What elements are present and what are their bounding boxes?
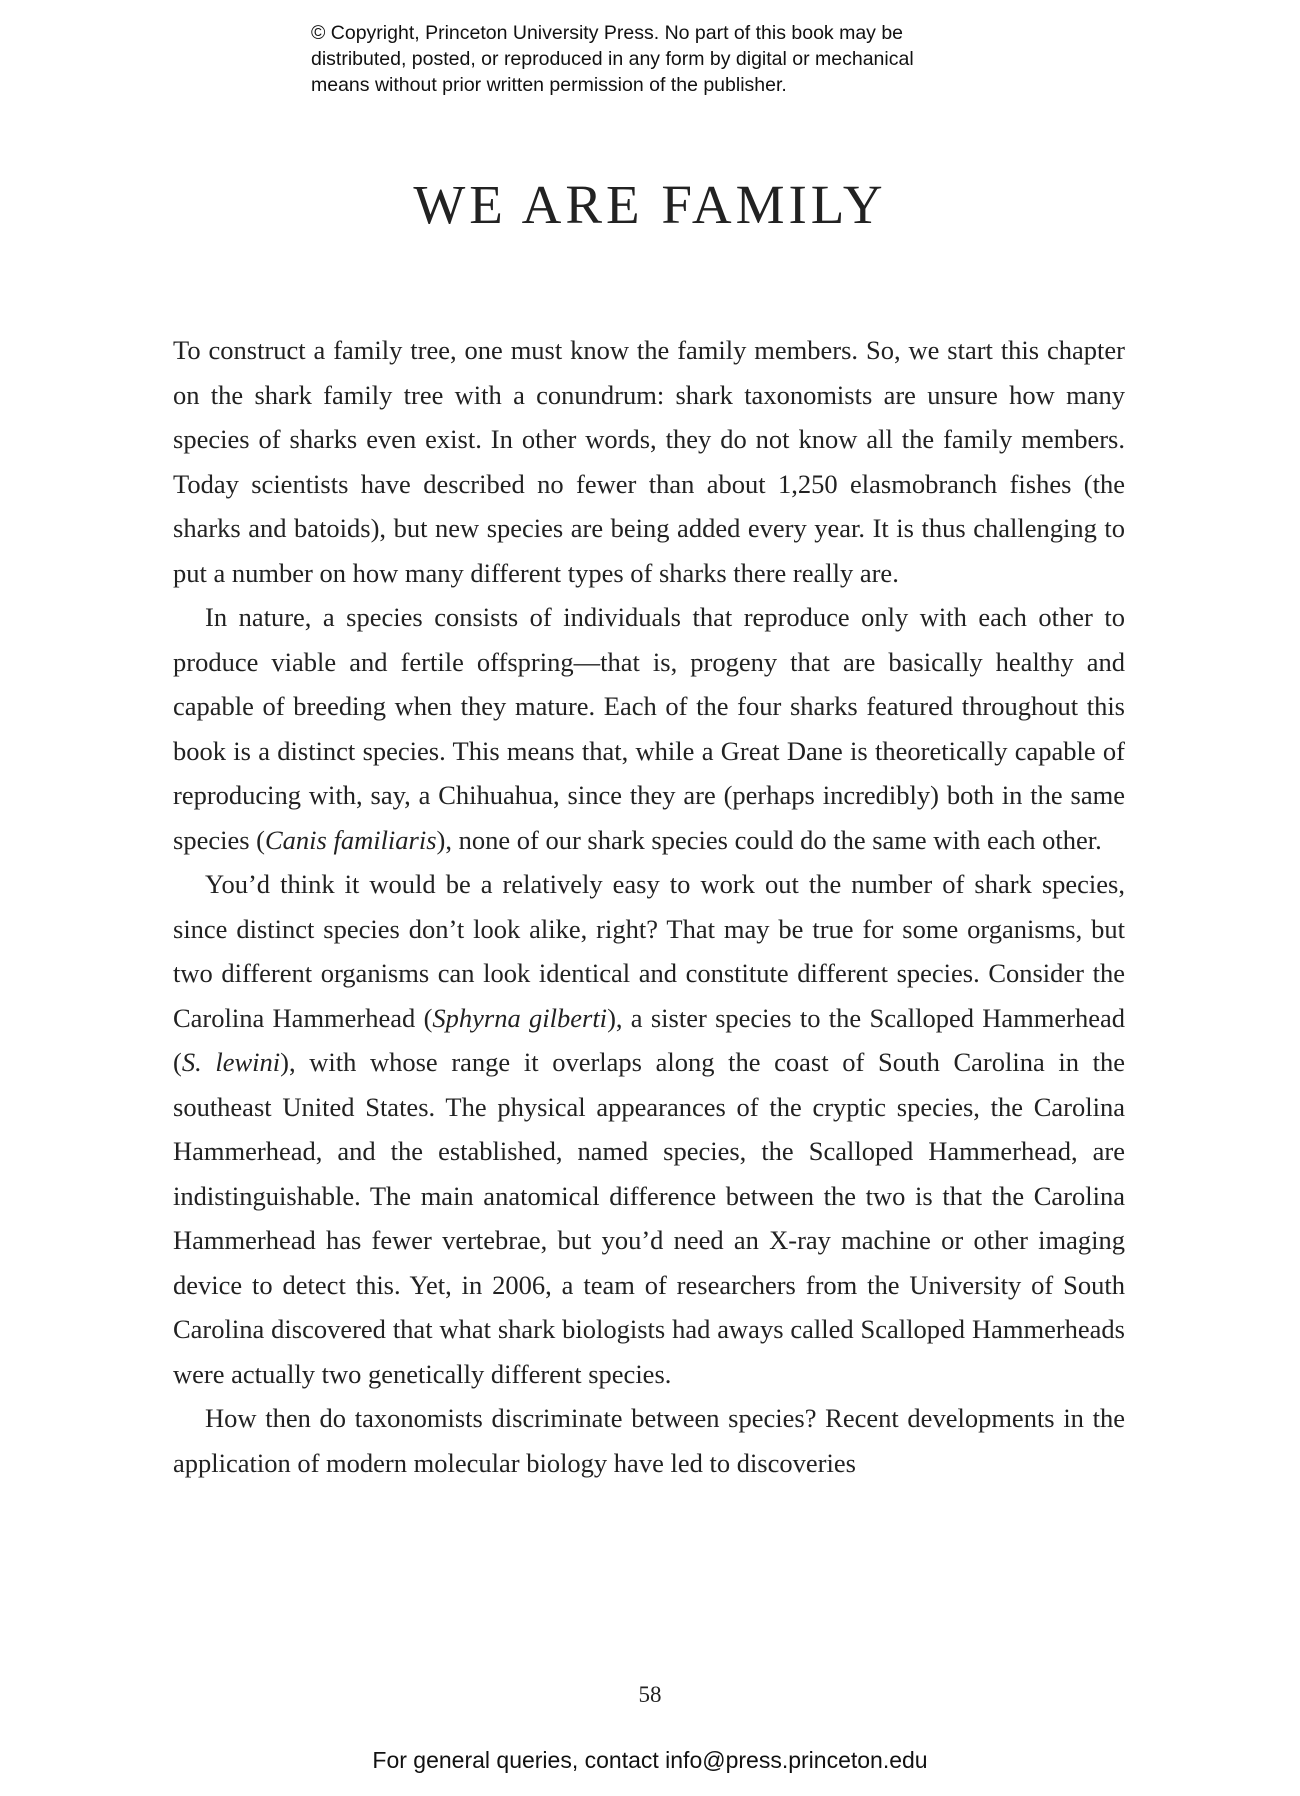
paragraph-3-text-a: You’d think it would be a relatively easy to work out the number of shark species, since distinct species don’t look alike, right? That may be true for some organisms, but two different organisms can look identical and constitute different species. Consider the Carolina Hammerhead ( xyxy=(173,869,1125,1033)
body-text xyxy=(173,328,1125,1485)
paragraph-1: To construct a family tree, one must know the family members. So, we start this chapter on the shark family tree with a conundrum: shark taxonomists are unsure how many species of sharks even exist. In other words, they do not know all the family members. Today scientists have described no fewer than about 1,250 elasmobranch fishes (the sharks and batoids), but new species are being added every year. It is thus challenging to put a number on how many different types of sharks there really are. xyxy=(173,335,1125,588)
paragraph-2 xyxy=(173,595,1125,862)
species-name-italic: Sphyrna gilberti xyxy=(432,1002,608,1033)
paragraph-2-text-a: In nature, a species consists of individuals that reproduce only with each other to produce viable and fertile offspring—that is, progeny that are basically healthy and capable of breeding when they mature. Each of the four sharks featured throughout this book is a distinct species. This means that, while a Great Dane is theoretically capable of reproducing with, say, a Chihuahua, since they are (perhaps incredibly) both in the same species ( xyxy=(173,602,1125,855)
chapter-title: WE ARE FAMILY xyxy=(413,174,887,235)
paragraph-3-text-c: ), with whose range it overlaps along the coast of South Carolina in the southeast United States. The physical appearances of the cryptic species, the Carolina Hammerhead, and the established, named species, the Scalloped Hammerhead, are indistinguishable. The main anatomical difference between the two is that the Carolina Hammerhead has fewer vertebrae, but you’d need an X-ray machine or other imaging device to detect this. Yet, in 2006, a team of researchers from the University of South Carolina discovered that what shark biologists had aways called Scalloped Hammerheads were actually two genetically different species. xyxy=(173,1047,1125,1389)
footer-contact: For general queries, contact info@press.princeton.edu xyxy=(372,1747,928,1773)
paragraph-3 xyxy=(173,862,1125,1396)
species-name-italic: S. lewini xyxy=(181,1047,281,1077)
page-number: 58 xyxy=(638,1682,662,1707)
paragraph-2-text-b: ), none of our shark species could do the same with each other. xyxy=(436,824,1102,855)
species-name-italic: Canis familiaris xyxy=(264,824,437,855)
paragraph-4: How then do taxonomists discriminate between species? Recent developments in the application of modern molecular biology have led to discoveries xyxy=(173,1403,1125,1478)
paragraph-3-text-b: ), a sister species to the Scalloped Hammerhead ( xyxy=(173,1002,1126,1077)
copyright-notice: © Copyright, Princeton University Press. No part of this book may be distributed, posted, or reproduced in any form by digital or mechanical means without prior written permission of the publisher. xyxy=(311,22,914,96)
